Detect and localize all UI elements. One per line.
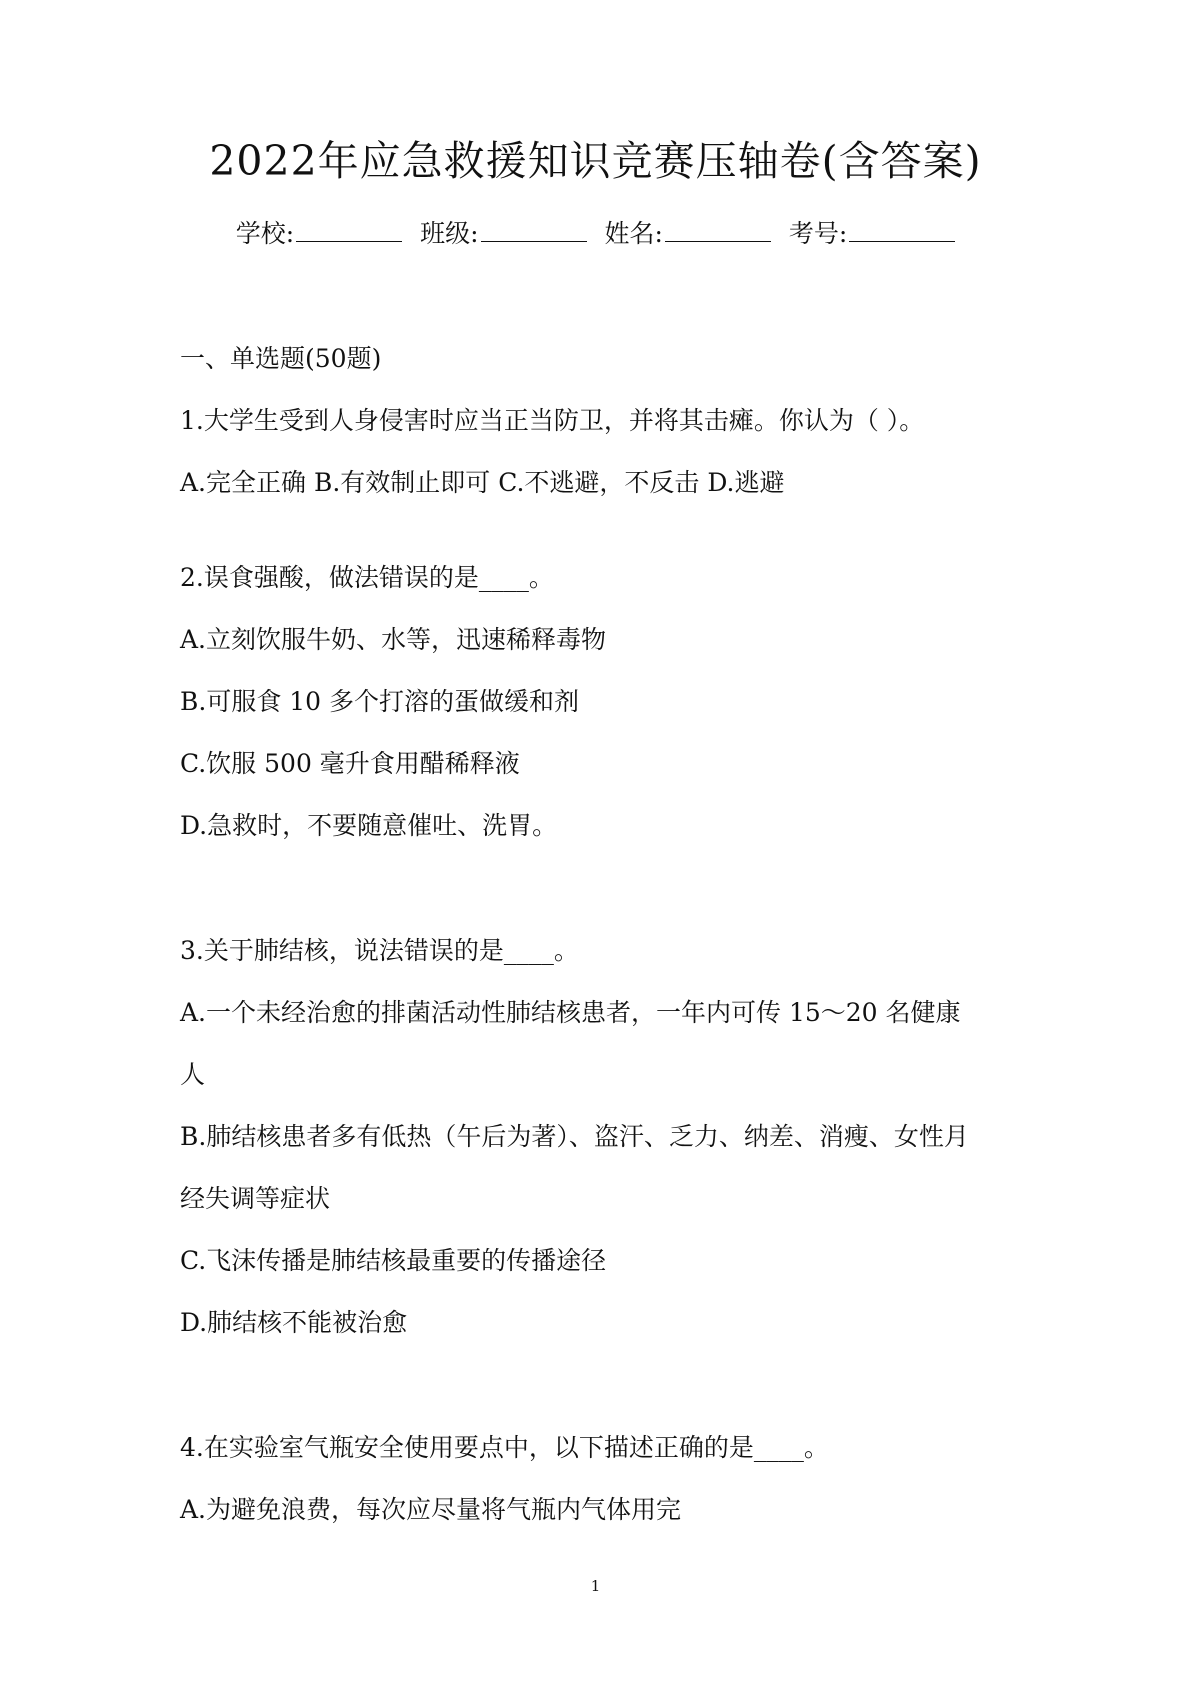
document-title: 2022年应急救援知识竞赛压轴卷(含答案): [209, 137, 982, 185]
question-2-option-a: A.立刻饮服牛奶、水等，迅速稀释毒物: [180, 625, 607, 654]
question-4-stem: 4.在实验室气瓶安全使用要点中，以下描述正确的是____。: [180, 1433, 829, 1462]
student-info-row: [0, 217, 1191, 251]
question-3-option-a: A.一个未经治愈的排菌活动性肺结核患者，一年内可传 15～20 名健康: [180, 998, 961, 1027]
question-1-stem: 1.大学生受到人身侵害时应当正当防卫，并将其击瘫。你认为（ ）。: [180, 406, 925, 435]
class-field: [420, 217, 586, 251]
question-1-options: A.完全正确 B.有效制止即可 C.不逃避，不反击 D.逃避: [180, 468, 785, 497]
question-3-option-a-continued: 人: [180, 1060, 206, 1089]
question-2-option-d: D.急救时，不要随意催吐、洗胃。: [180, 811, 558, 840]
question-2-option-b: B.可服食 10 多个打溶的蛋做缓和剂: [180, 687, 580, 716]
section-heading: 一、单选题(50题): [180, 344, 382, 373]
exam-number-blank: [849, 219, 955, 242]
name-label: 姓名:: [604, 219, 663, 248]
school-blank: [296, 219, 402, 242]
question-3-stem: 3.关于肺结核，说法错误的是____。: [180, 936, 579, 965]
name-blank: [665, 219, 771, 242]
school-label: 学校:: [235, 219, 295, 248]
exam-number-field: [789, 217, 955, 251]
class-blank: [481, 219, 587, 242]
class-label: 班级:: [420, 219, 479, 248]
question-3-option-b-continued: 经失调等症状: [180, 1184, 331, 1213]
page-number: 1: [590, 1577, 601, 1595]
question-2-option-c: C.饮服 500 毫升食用醋稀释液: [180, 749, 520, 778]
name-field: [604, 217, 770, 251]
question-3-option-b: B.肺结核患者多有低热（午后为著）、盗汗、乏力、纳差、消瘦、女性月: [180, 1122, 969, 1151]
question-3-option-d: D.肺结核不能被治愈: [180, 1308, 408, 1337]
school-field: [236, 217, 402, 251]
exam-number-label: 考号:: [788, 219, 848, 248]
question-3-option-c: C.飞沫传播是肺结核最重要的传播途径: [180, 1246, 607, 1275]
question-2-stem: 2.误食强酸，做法错误的是____。: [180, 563, 554, 592]
question-4-option-a: A.为避免浪费，每次应尽量将气瓶内气体用完: [180, 1495, 682, 1524]
